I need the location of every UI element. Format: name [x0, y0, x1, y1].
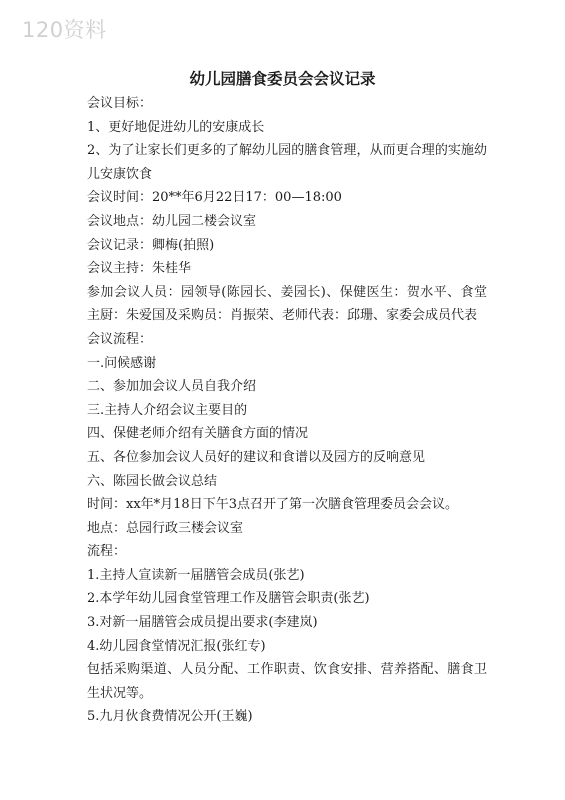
meeting-attendees: 参加会议人员：园领导(陈园长、姜园长)、保健医生：贺水平、食堂主厨：朱爱国及采购员：肖振荣、老师代表：邱珊、家委会成员代表: [87, 284, 487, 324]
process-heading: 会议流程：: [87, 331, 153, 347]
second-process-heading: 流程：: [87, 544, 127, 560]
meeting-time: 会议时间：20**年6月22日17：00—18:00: [87, 190, 342, 206]
watermark: 120资料: [22, 18, 107, 42]
goal-item-1: 1、更好地促进幼儿的安康成长: [87, 119, 265, 135]
meeting-host: 会议主持：朱桂华: [87, 261, 192, 277]
process-step-6: 六、陈园长做会议总结: [87, 473, 218, 489]
goal-item-2: 2、为了让家长们更多的了解幼儿园的膳食管理，从而更合理的实施幼儿安康饮食: [87, 143, 487, 182]
second-process-item-3: 3.对新一届膳管会成员提出要求(李建岚): [87, 615, 318, 631]
second-process-item-1: 1.主持人宣读新一届膳管会成员(张艺): [87, 567, 305, 583]
second-process-item-4: 4.幼儿园食堂情况汇报(张红专): [87, 638, 266, 654]
second-meeting-time: 时间：xx年*月18日下午3点召开了第一次膳食管理委员会会议。: [87, 497, 458, 513]
second-process-item-4-detail: 包括采购渠道、人员分配、工作职责、饮食安排、营养搭配、膳食卫生状况等。: [87, 662, 487, 701]
process-step-4: 四、保健老师介绍有关膳食方面的情况: [87, 426, 309, 442]
document-title: 幼儿园膳食委员会会议记录: [189, 70, 376, 88]
process-step-1: 一.问候感谢: [87, 355, 157, 371]
second-process-item-2: 2.本学年幼儿园食堂管理工作及膳管会职责(张艺): [87, 591, 370, 607]
process-step-5: 五、各位参加会议人员好的建议和食谱以及园方的反响意见: [87, 449, 426, 465]
meeting-recorder: 会议记录：卿梅(拍照): [87, 237, 215, 253]
meeting-location: 会议地点：幼儿园二楼会议室: [87, 213, 257, 229]
process-step-3: 三.主持人介绍会议主要目的: [87, 402, 248, 418]
process-step-2: 二、参加加会议人员自我介绍: [87, 379, 257, 395]
goal-heading: 会议目标：: [87, 96, 153, 111]
document-body: [87, 92, 487, 729]
second-meeting-location: 地点：总园行政三楼会议室: [87, 520, 244, 536]
second-process-item-5: 5.九月伙食费情况公开(王巍): [87, 709, 253, 725]
